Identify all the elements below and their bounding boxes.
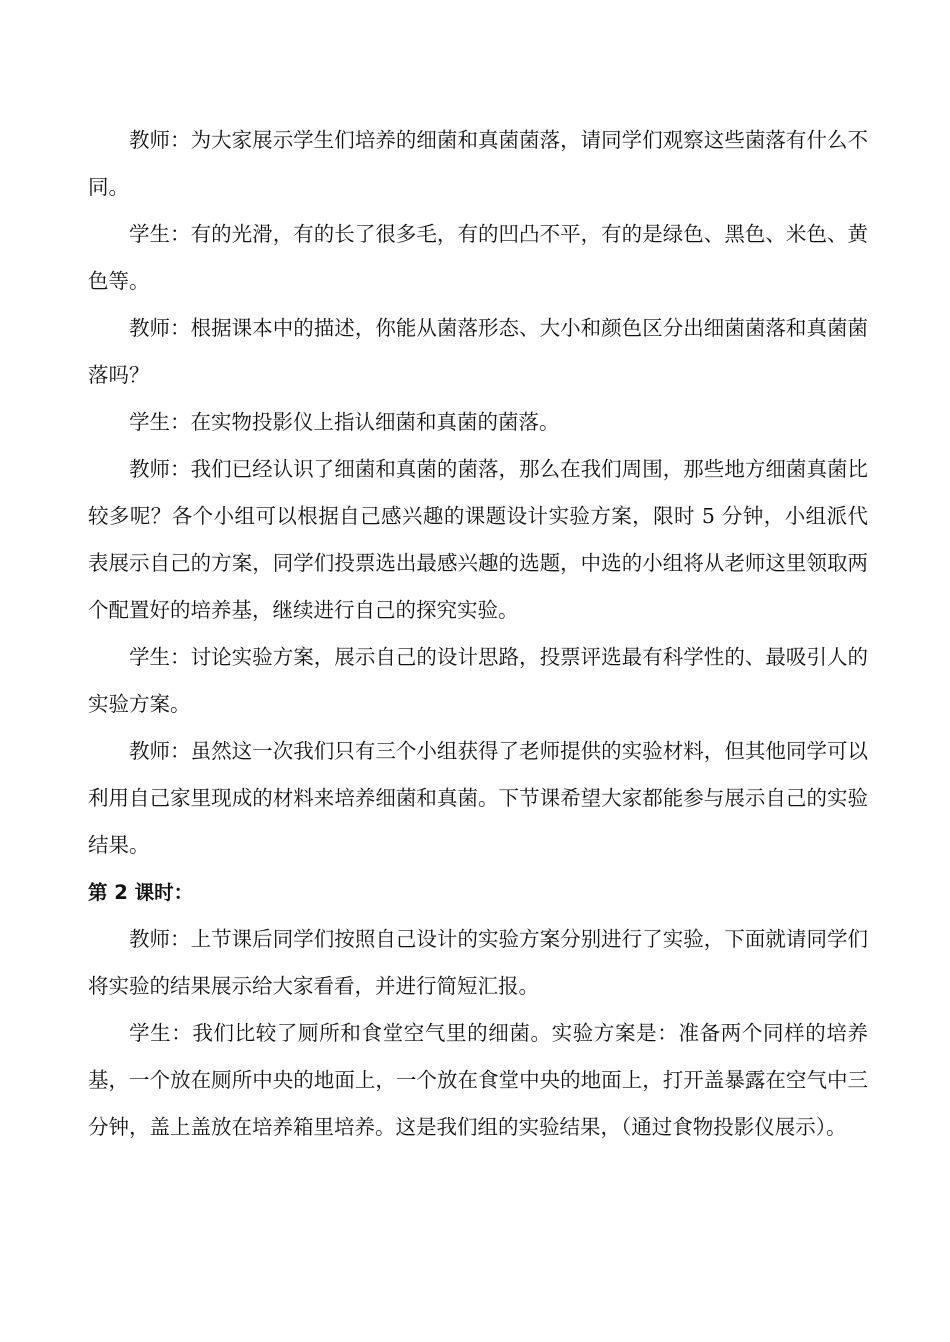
paragraph-student-3: 学生：讨论实验方案，展示自己的设计思路，投票评选最有科学性的、最吸引人的实验方案。 [88, 645, 868, 716]
paragraph-student-4: 学生：我们比较了厕所和食堂空气里的细菌。实验方案是：准备两个同样的培养基，一个放在厕所中央的地面上，一个放在食堂中央的地面上，打开盖暴露在空气中三分钟，盖上盖放在培养箱里培养。这是我们组的实验结果，（通过食物投影仪展示）。 [88, 1021, 868, 1139]
section-heading: 第 2 课时： [88, 881, 194, 904]
paragraph-teacher-5: 教师：上节课后同学们按照自己设计的实验方案分别进行了实验，下面就请同学们将实验的结果展示给大家看看，并进行简短汇报。 [88, 927, 868, 998]
paragraph-student-2: 学生：在实物投影仪上指认细菌和真菌的菌落。 [129, 410, 560, 434]
document-body [88, 117, 868, 1151]
paragraph-teacher-2: 教师：根据课本中的描述，你能从菌落形态、大小和颜色区分出细菌菌落和真菌菌落吗？ [88, 316, 868, 387]
paragraph-teacher-1: 教师：为大家展示学生们培养的细菌和真菌菌落，请同学们观察这些菌落有什么不同。 [88, 128, 868, 199]
paragraph-teacher-3: 教师：我们已经认识了细菌和真菌的菌落，那么在我们周围，那些地方细菌真菌比较多呢？各个小组可以根据自己感兴趣的课题设计实验方案，限时 5 分钟，小组派代表展示自己的方案，同学们投票选出最感兴趣的选题，中选的小组将从老师这里领取两个配置好的培养基，继续进行自己的探究实验。 [88, 457, 868, 622]
paragraph-student-1: 学生：有的光滑，有的长了很多毛，有的凹凸不平，有的是绿色、黑色、米色、黄色等。 [88, 222, 868, 293]
paragraph-teacher-4: 教师：虽然这一次我们只有三个小组获得了老师提供的实验材料，但其他同学可以利用自己家里现成的材料来培养细菌和真菌。下节课希望大家都能参与展示自己的实验结果。 [88, 739, 868, 857]
